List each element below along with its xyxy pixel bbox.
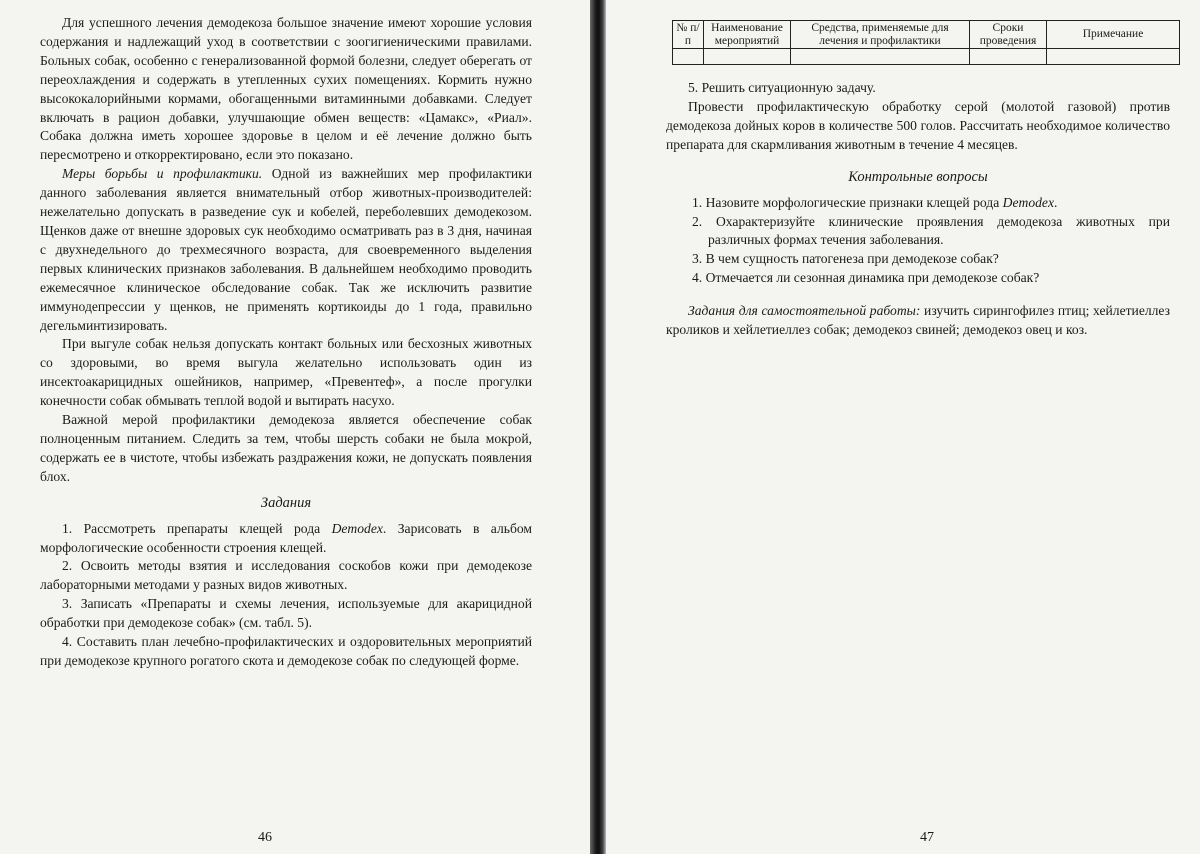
question-item-4: 4. Отмечается ли сезонная динамика при демодекозе собак? [692,270,1040,286]
table-header-cell: Средства, применяемые для лечения и профилактики [791,21,970,49]
questions-heading: Контрольные вопросы [848,168,988,185]
task-item-5-body: Провести профилактическую обработку серой (молотой газовой) против демодекоза дойных коров в количестве 500 голов. Рассчитать необходимое количество препарата для скармливания животным в течение 4 месяцев. [666,98,1170,152]
question-item-3: 3. В чем сущность патогенеза при демодекозе собак? [692,251,999,267]
paragraph-nutrition: Важной мерой профилактики демодекоза является обеспечение собак полноценным питанием. Следить за тем, чтобы шерсть собаки не была мокрой, содержать ее в чистоте, чтобы избежать раздражения кожи, не допускать появления блох. [40,412,532,484]
page-number: 47 [920,830,934,845]
table-header-cell: Наименование мероприятий [704,21,791,49]
tasks-heading: Задания [260,494,312,511]
table-header-cell: Примечание [1047,21,1180,49]
task-item-3: 3. Записать «Препараты и схемы лечения, используемые для акарицидной обработки при демодекозе собак» (см. табл. 5). [40,596,532,631]
task-item-1: 1. Рассмотреть препараты клещей рода Demodex. Зарисовать в альбом морфологические особенности строения клещей. [40,520,532,555]
self-study-lead: Задания для самостоятельной работы: [688,303,921,319]
table-row [673,49,1180,65]
questions-list [666,194,1170,289]
paragraph-prevention [40,165,532,335]
task-item-4: 4. Составить план лечебно-профилактических и оздоровительных мероприятий при демодекозе крупного рогатого скота и демодекозе собак по следующей форме. [40,634,532,668]
genus-name: Demodex [1002,194,1054,210]
right-page [606,0,1200,854]
self-study-text: изучить сирингофилез птиц; хейлетиеллез кроликов и хейлетиеллез собак; демодекоз свиней; демодекоз овец и коз. [666,303,1170,338]
prevention-text: Одной из важнейших мер профилактики данного заболевания является внимательный отбор животных-производителей: нежелательно допускать в разведение сук и кобелей, переболевших демодекозом. Щенков даже от внешне здоровых сук необходимо осматривать раз в 3 дня, начиная с двухнедельного до трехмесячного возраста, для своевременного выделения первых клинических признаков заболевания. В дальнейшем необходимо проводить ежемесячное клиническое обследование собак. Так же исключить развитие иммунодепрессии у щенков, не применять кортикоиды до 1 года, правильно дегельминтизировать. [40,166,533,333]
question-item-1: 1. Назовите морфологические признаки клещей рода Demodex. [692,194,1058,210]
page-number: 46 [258,830,272,845]
table-header-row [673,21,1180,49]
book-spine [590,0,606,854]
plan-table [672,20,1180,65]
task-item-5-title: 5. Решить ситуационную задачу. [688,80,876,95]
prevention-lead: Меры борьбы и профилактики. [62,166,263,182]
table-header-cell: № п/п [673,21,704,49]
paragraph-treatment: Для успешного лечения демодекоза большое значение имеют хорошие условия содержания и надлежащий уход в соответствии с зоогигиеническими правилами. Больных собак, особенно с генерализованной формой болезни, следует оберегать от переохлаждения и содержать в утепленных сухих помещениях. Кормить нужно высококалорийными кормами, обогащенными витаминными добавками. Следует включать в рацион добавки, улучшающие обмен веществ: «Цамакс», «Риал». Собака должна иметь хорошее здоровье в целом и её лечение должно быть пересмотрено и откорректировано, если это показано. [40,15,532,163]
tasks-list [40,520,532,671]
paragraph-walking: При выгуле собак нельзя допускать контакт больных или бесхозных животных со здоровыми, во время выгула желательно использовать один из инсектоакарицидных ошейников, например, «Превентеф», а после прогулки конечности собак обмывать теплой водой и вытирать насухо. [40,336,532,409]
genus-name: Demodex [331,520,383,536]
question-item-2: 2. Охарактеризуйте клинические проявления демодекоза животных при различных формах течения заболевания. [692,213,1170,248]
table-header-cell: Сроки проведения [970,21,1047,49]
self-study-paragraph [666,302,1170,340]
left-page [0,0,590,854]
task-item-2: 2. Освоить методы взятия и исследования соскобов кожи при демодекозе лабораторными методами у разных видов животных. [40,558,532,593]
